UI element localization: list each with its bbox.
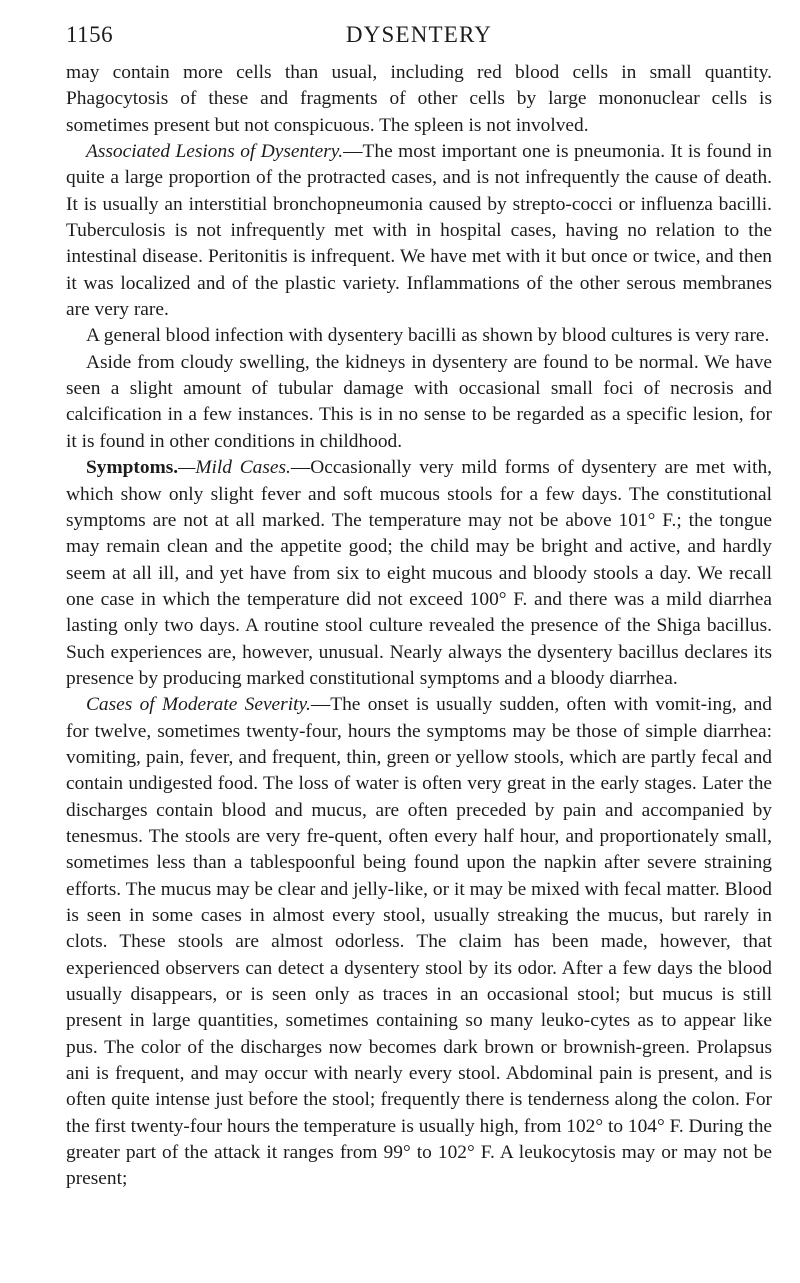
paragraph-kidneys [66, 350, 772, 455]
page-number: 1156 [66, 22, 114, 47]
section-heading-associated-lesions: Associated Lesions of Dysentery. [86, 141, 344, 163]
paragraph-blood-infection [66, 323, 772, 349]
paragraph-cells-continuation [66, 60, 772, 139]
paragraph-text: A general blood infection with dysentery bacilli as shown by blood cultures is very rare. [86, 325, 770, 347]
section-heading-symptoms: Symptoms. [86, 457, 179, 479]
paragraph-symptoms-mild-cases [66, 455, 772, 692]
paragraph-text: —Occasionally very mild forms of dysentery are met with, which show only slight fever and soft mucous stools for a few days. The constitutional symptoms are not at all marked. The temperature may not be above 101° F.; the tongue may remain clean and the appetite good; the child may be bright and active, and hardly seem at all ill, and yet have from six to eight mucous and bloody stools a day. We recall one case in which the temperature did not exceed 100° F. and there was a mild diarrhea lasting only two days. A routine stool culture revealed the presence of the Shiga bacillus. Such experiences are, however, unusual. Nearly always the dysentery bacillus declares its presence by producing marked constitutional symptoms and a bloody diarrhea. [66, 457, 772, 689]
paragraph-text: —The onset is usually sudden, often with vomit-ing, and for twelve, sometimes twenty-four, hours the symptoms may be those of simple diarrhea: vomiting, pain, fever, and frequent, thin, green or yellow stools, which are partly fecal and contain undigested food. The loss of water is often very great in the early stages. Later the discharges contain blood and mucus, are often preceded by pain and accompanied by tenesmus. The stools are very fre-quent, often every half hour, and proportionately small, sometimes less than a tablespoonful being found upon the napkin after severe straining efforts. The mucus may be clear and jelly-like, or it may be mixed with fecal matter. Blood is seen in some cases in almost every stool, usually streaking the mucus, but rarely in clots. These stools are almost odorless. The claim has been made, however, that experienced observers can detect a dysentery stool by its odor. After a few days the blood usually disappears, or is seen only as traces in an occasional stool; but mucus is still present in large quantities, sometimes containing so many leuko-cytes as to appear like pus. The color of the discharges now becomes dark brown or brownish-green. Prolapsus ani is frequent, and may occur with nearly every stool. Abdominal pain is present, and is often quite intense just before the stool; frequently there is tenderness along the colon. For the first twenty-four hours the temperature is usually high, from 102° to 104° F. During the greater part of the attack it ranges from 99° to 102° F. A leukocytosis may or may not be present; [66, 694, 772, 1190]
paragraph-moderate-severity [66, 692, 772, 1193]
subheading-mild-cases: —Mild Cases. [178, 457, 291, 479]
running-header [66, 22, 772, 52]
paragraph-text: Aside from cloudy swelling, the kidneys in dysentery are found to be normal. We have seen a slight amount of tubular damage with occasional small foci of necrosis and calcification in a few instances. This is in no sense to be regarded as a specific lesion, for it is found in other conditions in childhood. [66, 351, 772, 452]
subheading-moderate-severity: Cases of Moderate Severity. [86, 694, 311, 716]
paragraph-associated-lesions [66, 139, 772, 323]
paragraph-text: —The most important one is pneumonia. It is found in quite a large proportion of the protracted cases, and is not infrequently the cause of death. It is usually an interstitial bronchopneumonia caused by strepto-cocci or influenza bacilli. Tuberculosis is not infrequently met with in hospital cases, having no relation to the intestinal disease. Peritonitis is infrequent. We have met with it but once or twice, and then it was localized and of the plastic variety. Inflammations of the other serous membranes are very rare. [66, 141, 773, 321]
running-title: DYSENTERY [345, 22, 493, 47]
paragraph-text: may contain more cells than usual, including red blood cells in small quantity. Phagocytosis of these and fragments of other cells by large mononuclear cells is sometimes present but not conspicuous. The spleen is not involved. [66, 62, 772, 136]
body-text [66, 60, 772, 1193]
